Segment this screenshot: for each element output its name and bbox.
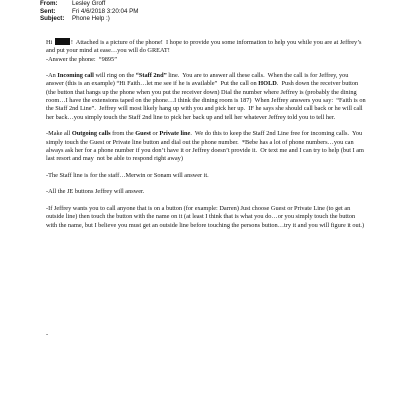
staff-2nd-bold: “Staff 2nd” — [135, 72, 167, 80]
outgoing-calls-bold: Outgoing calls — [71, 130, 111, 138]
greeting-text: ! Attached is a picture of the phone! I hope to provide you some information to help you while you are at Jeffrey’s and put your mind at ease…you will do GREAT! — [46, 39, 363, 55]
greeting-hi: Hi — [46, 39, 53, 46]
incoming-text-1: -An — [46, 72, 58, 80]
incoming-text-2: will ring on the — [93, 72, 136, 80]
subject-label: Subject: — [40, 15, 65, 23]
from-row — [40, 0, 138, 8]
incoming-text-3: line. You are to answer all these calls. When the call is for Jeffrey, you answer (this is an example) “Hi Faith…let me see if he is available” Put the call on — [46, 72, 351, 88]
incoming-text-4: . Push down the receiver button (the button that hangs up the phone when you put the receiver down) Dial the number where Jeffrey is (probably the dining room…I have the extensions taped on the phone…I think the dining room is 187) When Jeffrey answers you say: “Faith is on the Staff 2nd Line”. Jeffrey will most likely hang up with you and pick her up. IF he says she should call back or he will call her back…you simply touch the Staff 2nd line to pick her back up and tell her whatever Jeffrey told you to tell her. — [46, 80, 368, 121]
incoming-call-paragraph — [46, 72, 366, 122]
from-label: From: — [40, 0, 58, 7]
sent-label: Sent: — [40, 7, 56, 15]
outgoing-text-1: -Make all — [46, 130, 72, 138]
call-button-paragraph: -If Jeffrey wants you to call anyone that is on a button (for example: Darren) Just choose Guest or Private Line (to get an outside line) then touch the button with the name on it (at least I think that is what you do…or you simply touch the button with the name, but I believe you must get an outside line before touching the persons button…try it and you will figure it out.) — [46, 204, 365, 229]
subject-value: Phone Help :) — [72, 15, 110, 23]
outgoing-call-paragraph — [46, 130, 366, 163]
email-header — [40, 0, 138, 23]
trailing-dash: - — [46, 331, 49, 338]
subject-row — [40, 15, 138, 23]
sent-value: Fri 4/6/2018 3:20:04 PM — [72, 7, 139, 15]
staff-line-paragraph: -The Staff line is for the staff…Merwin or Sonam will answer it. — [46, 171, 209, 179]
outgoing-text-3: or — [150, 130, 160, 138]
private-line-bold: Private line — [159, 130, 191, 138]
guest-bold: Guest — [135, 130, 151, 138]
outgoing-text-4: . We do this to keep the Staff 2nd Line free for incoming calls. You simply touch the Guest or Private line button and dial out the phone number. *Bebe has a lot of phone numbers…you can always ask her for a phone number if you don’t have it or Jeffrey doesn’t provide it. Or text me and I can try to help (but I am last resort and may not be able to respond right away) — [46, 130, 366, 163]
greeting-paragraph — [46, 38, 366, 64]
sent-row — [40, 8, 138, 16]
email-body — [46, 38, 366, 238]
redaction-block — [55, 38, 70, 45]
incoming-call-bold: Incoming call — [57, 72, 94, 80]
from-value: Lesley Groff — [72, 0, 106, 7]
je-buttons-paragraph: -All the JE buttons Jeffrey will answer. — [46, 188, 145, 196]
answer-phone-line: -Answer the phone: “9895” — [46, 55, 117, 63]
hold-bold: HOLD — [258, 80, 277, 88]
outgoing-text-2: from the — [110, 130, 136, 138]
